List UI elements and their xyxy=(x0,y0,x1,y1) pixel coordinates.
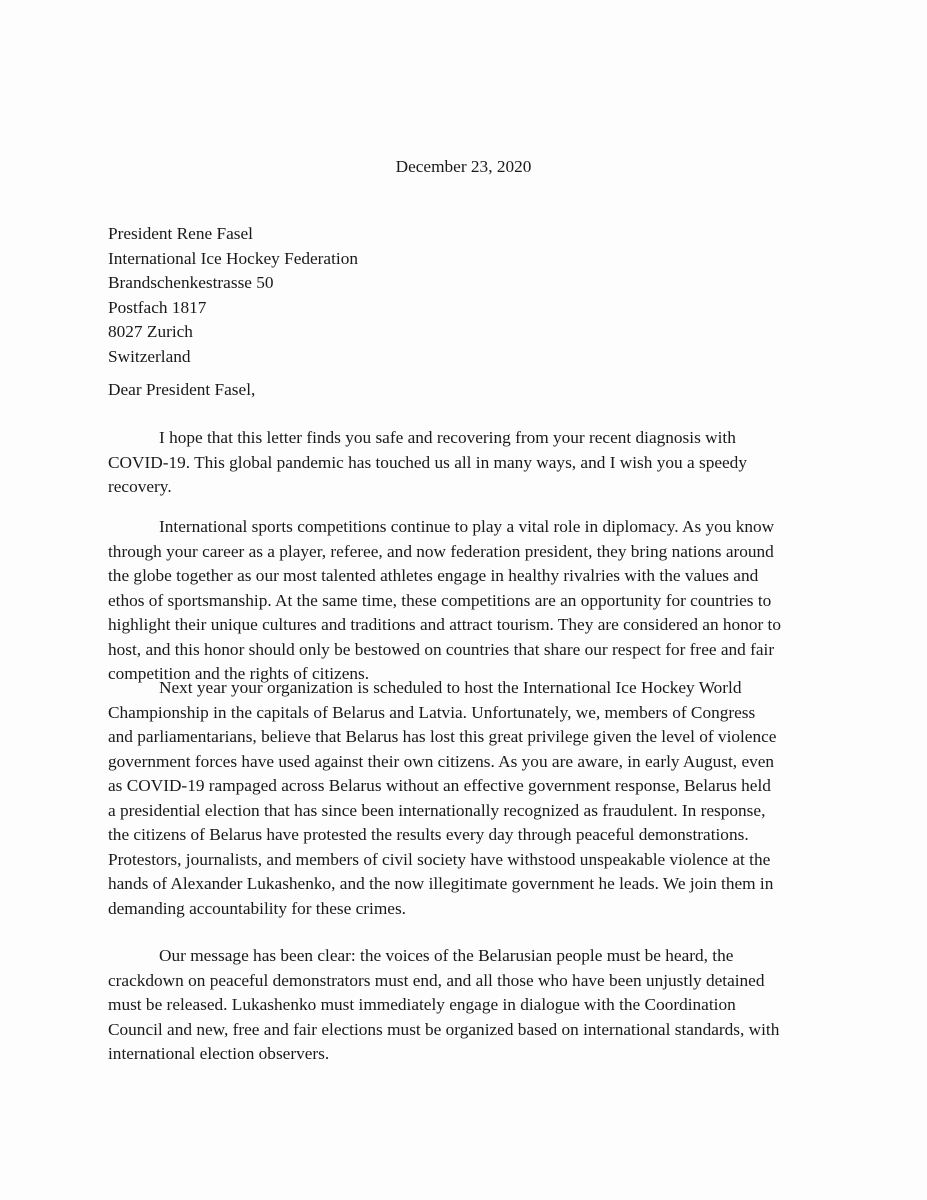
body-paragraph-1 xyxy=(108,426,828,500)
paragraph-line: recovery. xyxy=(108,477,172,496)
paragraph-line: government forces have used against their own citizens. As you are aware, in early August, even xyxy=(108,751,775,771)
letter-date: December 23, 2020 xyxy=(395,157,532,176)
paragraph-line: I hope that this letter finds you safe and recovering from your recent diagnosis with xyxy=(159,428,736,447)
paragraph-line: the globe together as our most talented athletes engage in healthy rivalries with the values and xyxy=(108,566,759,585)
paragraph-line: host, and this honor should only be bestowed on countries that share our respect for free and fair xyxy=(108,639,775,659)
body-paragraph-3 xyxy=(108,676,828,921)
paragraph-line: the citizens of Belarus have protested the results every day through peaceful demonstrations. xyxy=(108,825,749,844)
paragraph-line: and parliamentarians, believe that Belarus has lost this great privilege given the level of violence xyxy=(108,727,777,746)
body-paragraph-2 xyxy=(108,515,828,687)
paragraph-line: through your career as a player, referee, and now federation president, they bring nations around xyxy=(108,541,774,561)
address-line: Brandschenkestrasse 50 xyxy=(108,273,274,293)
paragraph-line: Next year your organization is scheduled to host the International Ice Hockey World xyxy=(159,678,742,697)
paragraph-line: Council and new, free and fair elections must be organized based on international standards, with xyxy=(108,1019,780,1039)
paragraph-line: hands of Alexander Lukashenko, and the now illegitimate government he leads. We join them in xyxy=(108,874,774,893)
paragraph-line: Protestors, journalists, and members of civil society have withstood unspeakable violence at the xyxy=(108,849,771,869)
address-line: International Ice Hockey Federation xyxy=(108,248,358,268)
address-line: Switzerland xyxy=(108,346,191,366)
body-paragraph-4 xyxy=(108,944,828,1067)
paragraph-line: ethos of sportsmanship. At the same time, these competitions are an opportunity for countries to xyxy=(108,590,772,610)
salutation: Dear President Fasel, xyxy=(108,380,256,399)
paragraph-line: demanding accountability for these crimes. xyxy=(108,898,407,918)
paragraph-line: competition and the rights of citizens. xyxy=(108,664,370,683)
paragraph-line: Championship in the capitals of Belarus and Latvia. Unfortunately, we, members of Congress xyxy=(108,702,756,722)
paragraph-line: as COVID-19 rampaged across Belarus without an effective government response, Belarus held xyxy=(108,776,771,795)
paragraph-line: COVID-19. This global pandemic has touched us all in many ways, and I wish you a speedy xyxy=(108,452,747,472)
address-line: Postfach 1817 xyxy=(108,297,207,317)
paragraph-line: International sports competitions continue to play a vital role in diplomacy. As you know xyxy=(159,517,775,536)
address-line: President Rene Fasel xyxy=(108,224,253,243)
paragraph-line: crackdown on peaceful demonstrators must end, and all those who have been unjustly detained xyxy=(108,970,765,990)
paragraph-line: Our message has been clear: the voices of the Belarusian people must be heard, the xyxy=(159,946,734,965)
paragraph-line: must be released. Lukashenko must immediately engage in dialogue with the Coordination xyxy=(108,995,736,1014)
address-line: 8027 Zurich xyxy=(108,322,193,342)
recipient-address xyxy=(108,222,828,370)
paragraph-line: international election observers. xyxy=(108,1044,330,1063)
paragraph-line: highlight their unique cultures and traditions and attract tourism. They are considered an honor to xyxy=(108,615,781,634)
paragraph-line: a presidential election that has since been internationally recognized as fraudulent. In response, xyxy=(108,800,766,820)
